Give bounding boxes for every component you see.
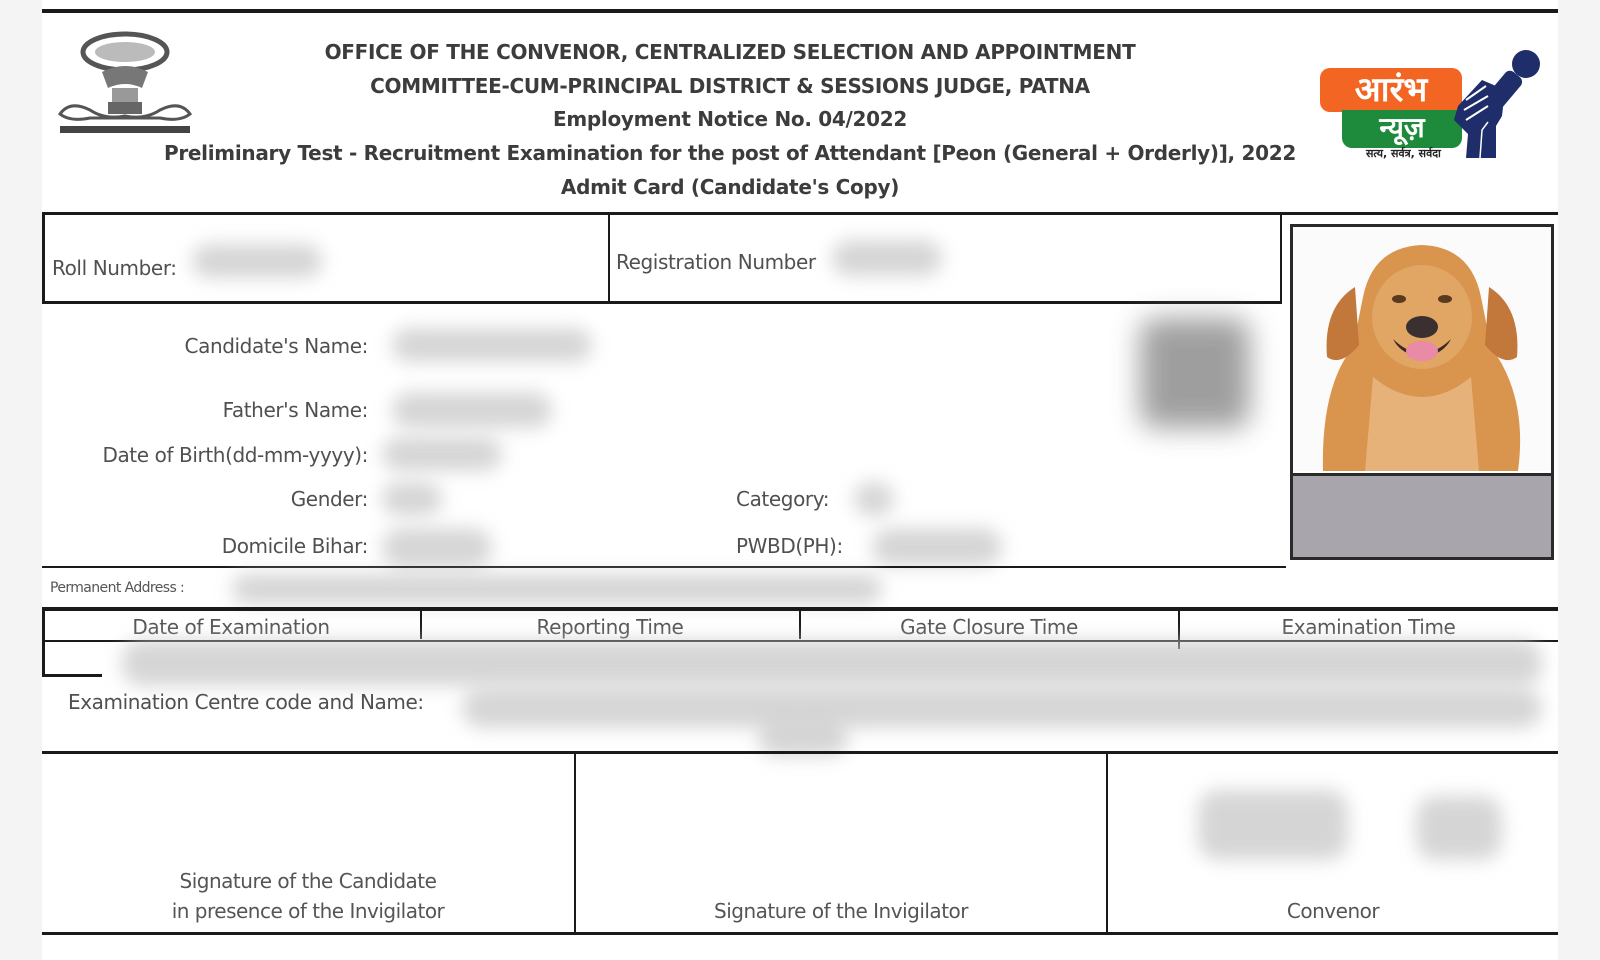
pwbd-label: PWBD(PH): bbox=[736, 534, 843, 558]
candidate-name-label: Candidate's Name: bbox=[184, 334, 368, 358]
category-value-redacted bbox=[854, 482, 894, 516]
brand-tagline: सत्य, सर्वत्र, सर्वदा bbox=[1366, 147, 1441, 160]
convenor-caption: Convenor bbox=[1286, 899, 1380, 923]
domicile-label: Domicile Bihar: bbox=[221, 534, 368, 558]
exam-table-values-redacted bbox=[122, 640, 1542, 686]
father-name-label: Father's Name: bbox=[222, 398, 368, 422]
id-row-left-border bbox=[42, 214, 45, 304]
roll-number-value-redacted bbox=[192, 244, 322, 278]
details-bottom-border bbox=[42, 566, 1286, 568]
top-border bbox=[42, 9, 1558, 13]
brand-top-badge: आरंभ bbox=[1320, 68, 1462, 112]
exam-table-bottom-border bbox=[42, 674, 102, 677]
candidate-signature-caption-line1: Signature of the Candidate bbox=[179, 869, 437, 893]
exam-centre-label: Examination Centre code and Name: bbox=[68, 690, 424, 714]
permanent-address-value-redacted bbox=[232, 574, 882, 604]
exam-centre-value-redacted bbox=[462, 688, 1542, 728]
domicile-value-redacted bbox=[382, 528, 492, 568]
photo-caption-redacted bbox=[1293, 473, 1551, 557]
admit-card-page bbox=[42, 0, 1558, 960]
header-examination-time: Examination Time bbox=[1281, 615, 1456, 639]
candidate-photo-frame bbox=[1290, 224, 1554, 560]
admit-card-title: Admit Card (Candidate's Copy) bbox=[560, 175, 900, 199]
office-title-line1: OFFICE OF THE CONVENOR, CENTRALIZED SELECTION AND APPOINTMENT bbox=[324, 40, 1136, 64]
candidate-signature-redacted bbox=[1140, 318, 1250, 428]
gender-value-redacted bbox=[382, 482, 442, 516]
gender-label: Gender: bbox=[290, 487, 368, 511]
pwbd-value-redacted bbox=[872, 528, 1002, 566]
permanent-address-label: Permanent Address : bbox=[50, 580, 185, 596]
dob-value-redacted bbox=[382, 437, 502, 471]
signature-section-top-border bbox=[42, 751, 1558, 754]
candidate-name-value-redacted bbox=[392, 328, 592, 362]
office-title-line2: COMMITTEE-CUM-PRINCIPAL DISTRICT & SESSIONS JUDGE, PATNA bbox=[370, 74, 1090, 98]
id-row-bottom-border bbox=[42, 301, 1282, 304]
header-reporting-time: Reporting Time bbox=[536, 615, 684, 639]
header-date-of-examination: Date of Examination bbox=[132, 615, 330, 639]
candidate-signature-caption-line2: in presence of the Invigilator bbox=[171, 899, 445, 923]
convenor-signature-redacted-2 bbox=[1416, 796, 1502, 860]
father-name-value-redacted bbox=[392, 392, 552, 428]
candidate-photo-dog bbox=[1293, 227, 1551, 471]
exam-title: Preliminary Test - Recruitment Examination for the post of Attendant [Peon (General + Orderly)], 2022 bbox=[164, 141, 1296, 165]
news-watermark-logo bbox=[1318, 46, 1558, 161]
employment-notice: Employment Notice No. 04/2022 bbox=[552, 107, 908, 131]
roll-number-label: Roll Number: bbox=[52, 256, 177, 280]
registration-number-value-redacted bbox=[832, 240, 942, 276]
invigilator-signature-caption: Signature of the Invigilator bbox=[714, 899, 968, 923]
registration-number-label: Registration Number bbox=[616, 250, 816, 274]
id-row-right-border bbox=[1280, 214, 1282, 304]
signature-section-bottom-border bbox=[42, 932, 1558, 935]
brand-bottom-badge: न्यूज़ bbox=[1342, 110, 1462, 148]
category-label: Category: bbox=[736, 487, 830, 511]
id-row-divider bbox=[608, 214, 610, 304]
dob-label: Date of Birth(dd-mm-yyyy): bbox=[102, 443, 368, 467]
microphone-fist-icon bbox=[1444, 46, 1544, 158]
id-row-top-border bbox=[42, 212, 1558, 215]
convenor-signature-redacted bbox=[1198, 790, 1348, 860]
header-gate-closure-time: Gate Closure Time bbox=[900, 615, 1078, 639]
